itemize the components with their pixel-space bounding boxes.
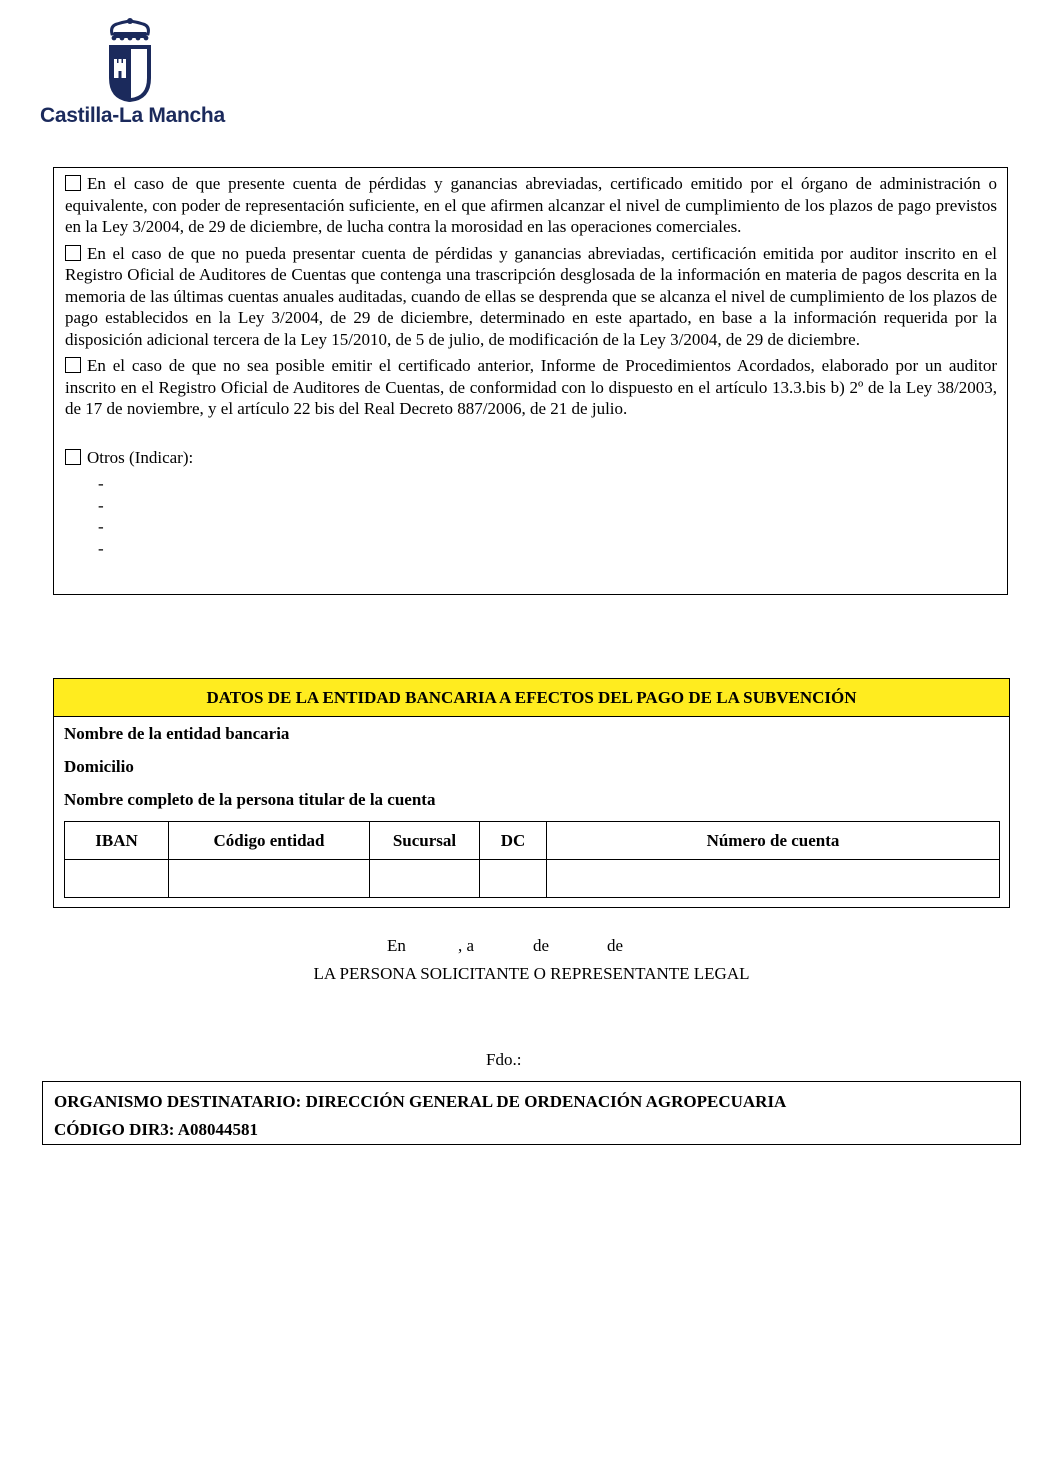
signer-role: LA PERSONA SOLICITANTE O REPRESENTANTE LEGAL [313,964,750,983]
option-2-text: En el caso de que no pueda presentar cuenta de pérdidas y ganancias abreviadas, certificación emitida por auditor inscrito en el Registro Oficial de Auditores de Cuentas que contenga una trascripción desglosada de la información en materia de pagos descrita en la memoria de las últimas cuentas anuales auditadas, cuando de ellas se desprenda que se alcanza el nivel de cumplimiento de los plazos de pago establecidos en la Ley 3/2004, de 29 de diciembre, determinado en este apartado, en base a la información requerida por la disposición adicional tercera de la Ley 15/2010, de 5 de julio, de modificación de la Ley 3/2004, de 29 de diciembre. [65,243,997,349]
bank-details-section [53,678,1010,908]
recipient-organism: ORGANISMO DESTINATARIO: DIRECCIÓN GENERAL DE ORDENACIÓN AGROPECUARIA [54,1092,787,1111]
castilla-la-mancha-logo [40,18,225,134]
entity-code-header: Código entidad [169,822,370,860]
entity-code-field[interactable] [169,860,370,898]
logo-text: Castilla-La Mancha [40,104,225,127]
place-label: En [387,936,406,955]
bank-address-label[interactable]: Domicilio [64,757,134,776]
table-row [65,860,1000,898]
dc-header: DC [480,822,547,860]
recipient-box [42,1081,1021,1145]
otros-label: Otros (Indicar): [87,447,194,467]
option-otros [65,447,997,469]
option-1 [65,173,997,238]
otros-list [98,473,997,559]
option-3 [65,355,997,420]
recipient-dir3-code: CÓDIGO DIR3: A08044581 [54,1120,259,1139]
bank-section-title: DATOS DE LA ENTIDAD BANCARIA A EFECTOS DEL PAGO DE LA SUBVENCIÓN [54,679,1009,717]
date-day-label: de [533,936,550,955]
otros-item[interactable]: - [98,538,104,558]
account-holder-label[interactable]: Nombre completo de la persona titular de la cuenta [64,790,436,809]
option-1-text: En el caso de que presente cuenta de pérdidas y ganancias abreviadas, certificado emitido por el órgano de administración o equivalente, con poder de representación suficiente, en el que afirmen alcanzar el nivel de cumplimiento de los plazos de pago previstos en la Ley 3/2004, de 29 de diciembre, de lucha contra la morosidad en las operaciones comerciales. [65,174,997,236]
iban-header: IBAN [65,822,169,860]
branch-field[interactable] [370,860,480,898]
signature-field[interactable]: Fdo.: [486,1050,522,1069]
option-1-checkbox[interactable] [65,175,81,191]
option-2-checkbox[interactable] [65,245,81,261]
option-3-text: En el caso de que no sea posible emitir el certificado anterior, Informe de Procedimientos Acordados, elaborado por un auditor inscrito en el Registro Oficial de Auditores de Cuentas, de conformidad con lo dispuesto en el artículo 13.3.bis b) 2º de la Ley 38/2003, de 17 de noviembre, y el artículo 22 bis del Real Decreto 887/2006, de 21 de julio. [65,356,997,418]
otros-checkbox[interactable] [65,449,81,465]
otros-item[interactable]: - [98,495,104,515]
otros-item[interactable]: - [98,517,104,536]
coat-of-arms-icon [105,18,155,104]
branch-header: Sucursal [370,822,480,860]
bank-entity-label[interactable]: Nombre de la entidad bancaria [64,724,290,743]
documentation-options-box [53,167,1008,595]
table-header-row [65,822,1000,860]
option-2 [65,243,997,351]
account-number-header: Número de cuenta [547,822,1000,860]
otros-item[interactable]: - [98,474,104,493]
account-number-field[interactable] [547,860,1000,898]
option-3-checkbox[interactable] [65,357,81,373]
iban-field[interactable] [65,860,169,898]
dc-field[interactable] [480,860,547,898]
date-a-label: , a [458,936,475,955]
date-month-label: de [607,936,624,955]
account-number-table [64,821,1000,898]
